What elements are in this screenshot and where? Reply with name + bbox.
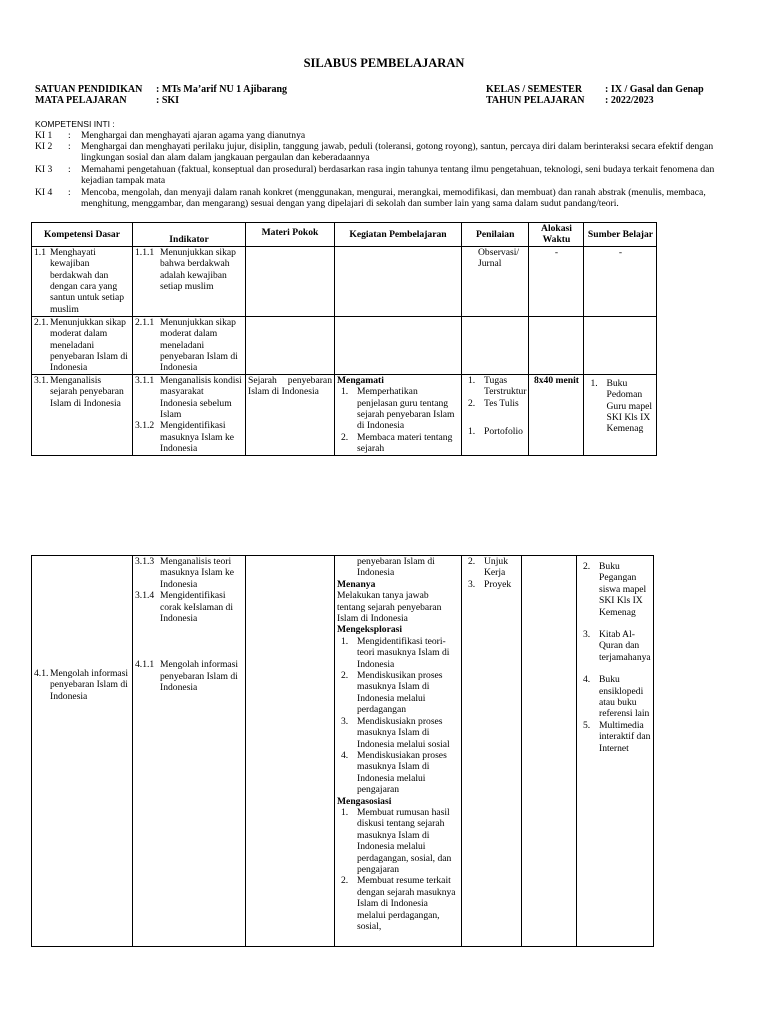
- ki-code: KI 1: [35, 130, 53, 141]
- cell-sumber: [577, 556, 654, 947]
- kegiatan-text: Mendiskusiakn proses masuknya Islam di Indonesia melalui sosial: [357, 715, 450, 750]
- header-kd: Kompetensi Dasar: [32, 223, 133, 247]
- kd-number: 1.1: [34, 246, 46, 258]
- cell-sumber: -: [584, 246, 657, 316]
- table-row: [32, 246, 657, 316]
- kegiatan-heading: Mengeksplorasi: [337, 624, 403, 636]
- kegiatan-number: 2.: [341, 431, 349, 443]
- satuan-value: : MTs Ma’arif NU 1 Ajibarang: [156, 84, 288, 95]
- indikator-number: 3.1.3: [135, 556, 155, 567]
- cell-kd: [32, 556, 133, 947]
- sumber-number: 3.: [583, 629, 591, 641]
- cell-indikator: [133, 316, 246, 374]
- penilaian-number: 1.: [468, 426, 476, 438]
- penilaian-text: Portofolio: [484, 426, 523, 438]
- penilaian-number: 3.: [468, 578, 476, 590]
- table-row: [32, 316, 657, 374]
- kegiatan-heading: Mengamati: [337, 374, 384, 386]
- cell-indikator: [133, 246, 246, 316]
- kd-number: 4.1.: [34, 668, 49, 679]
- indikator-text: Mengidentifikasi masuknya Islam ke Indonesia: [160, 420, 235, 455]
- cell-materi: [246, 246, 335, 316]
- sumber-number: 4.: [583, 674, 591, 686]
- kd-text: Menganalisis sejarah penyebaran Islam di Indonesia: [50, 374, 124, 409]
- kegiatan-text: Melakukan tanya jawab tentang sejarah penyebaran Islam di Indonesia: [337, 590, 442, 625]
- satuan-label: SATUAN PENDIDIKAN: [35, 84, 143, 95]
- ki-colon: :: [68, 141, 71, 152]
- cell-kd: [32, 374, 133, 455]
- penilaian-number: 2.: [468, 397, 476, 409]
- cell-alokasi: [522, 556, 577, 947]
- cell-penilaian: [462, 316, 529, 374]
- kegiatan-number: 4.: [341, 749, 349, 761]
- ki-colon: :: [68, 187, 71, 198]
- kelas-label: KELAS / SEMESTER: [486, 84, 583, 95]
- cell-kegiatan: [335, 316, 462, 374]
- ki-item: [35, 130, 725, 141]
- indikator-number: 1.1.1: [135, 246, 155, 258]
- tahun-value: : 2022/2023: [605, 95, 654, 106]
- kegiatan-heading: Mengasosiasi: [337, 795, 392, 807]
- kegiatan-text: Membaca materi tentang sejarah: [357, 431, 453, 455]
- header-materi: Materi Pokok: [246, 223, 335, 247]
- kelas-value: : IX / Gasal dan Genap: [605, 84, 704, 95]
- penilaian-text: Tes Tulis: [484, 397, 519, 409]
- indikator-text: Menganalisis kondisi masyarakat Indonesia sebelum Islam: [160, 374, 242, 421]
- ki-colon: :: [68, 164, 71, 175]
- indikator-text: Menunjukkan sikap moderat dalam meneladani penyebaran Islam di Indonesia: [160, 316, 238, 374]
- table-row: [32, 556, 654, 947]
- indikator-number: 2.1.1: [135, 316, 155, 328]
- materi-text: Sejarah penyebaran Islam di Indonesia: [248, 374, 332, 398]
- sumber-text: Buku Pedoman Guru mapel SKI Kls IX Kemenag: [606, 377, 653, 435]
- mapel-value: : SKI: [156, 95, 180, 106]
- ki-colon: :: [68, 130, 71, 141]
- kegiatan-number: 1.: [341, 806, 349, 818]
- ki-text: Menghargai dan menghayati perilaku jujur, disiplin, tanggung jawab, peduli (toleransi, gotong royong), santun, percaya diri dalam berinteraksi secara efektif dengan lingkungan sosial dan alam dalam jangkauan pergaulan dan keberadaannya: [81, 141, 714, 164]
- kegiatan-number: 3.: [341, 715, 349, 727]
- kompetensi-inti-heading: KOMPETENSI INTI :: [35, 119, 115, 129]
- sumber-text: Buku Pegangan siswa mapel SKI Kls IX Kemenag: [599, 561, 647, 618]
- header-indikator: Indikator: [133, 223, 246, 247]
- cell-sumber: [584, 316, 657, 374]
- indikator-text: Menunjukkan sikap bahwa berdakwah adalah kewajiban setiap muslim: [160, 246, 236, 293]
- cell-kegiatan: [335, 556, 462, 947]
- ki-item: [35, 141, 725, 163]
- penilaian-text: Unjuk Kerja: [484, 556, 508, 579]
- sumber-number: 1.: [590, 377, 598, 389]
- kd-number: 2.1.: [34, 316, 49, 328]
- header-alokasi: Alokasi Waktu: [529, 223, 584, 247]
- cell-materi: [246, 374, 335, 455]
- penilaian-number: 2.: [468, 556, 476, 567]
- header-sumber: Sumber Belajar: [584, 223, 657, 247]
- cell-penilaian: [462, 246, 529, 316]
- kd-text: Menunjukkan sikap moderat dalam meneladani penyebaran Islam di Indonesia: [50, 316, 128, 374]
- ki-text: Menghargai dan menghayati ajaran agama yang dianutnya: [81, 130, 306, 141]
- cell-alokasi: 8x40 menit: [529, 374, 584, 455]
- header-kegiatan: Kegiatan Pembelajaran: [335, 223, 462, 247]
- cell-kd: [32, 316, 133, 374]
- sumber-number: 2.: [583, 561, 591, 572]
- sumber-text: Kitab Al-Quran dan terjamahanya: [599, 629, 651, 663]
- kegiatan-number: 1.: [341, 635, 349, 647]
- cell-materi: [246, 556, 335, 947]
- sumber-number: 5.: [583, 719, 591, 731]
- kd-text: Mengolah informasi penyebaran Islam di Indonesia: [50, 668, 129, 702]
- kegiatan-number: 2.: [341, 670, 349, 682]
- ki-item: [35, 187, 725, 209]
- sumber-text: Buku ensiklopedi atau buku referensi lain: [599, 674, 650, 720]
- indikator-number: 4.1.1: [135, 659, 155, 671]
- penilaian-text: Proyek: [484, 578, 512, 590]
- indikator-number: 3.1.4: [135, 590, 155, 602]
- kegiatan-text: Membuat resume terkait dengan sejarah masuknya Islam di Indonesia melalui perdagangan, sosial,: [357, 875, 456, 932]
- kd-text: Menghayati kewajiban berdakwah dan dengan cara yang santun untuk setiap muslim: [50, 246, 125, 315]
- sumber-text: Multimedia interaktif dan Internet: [599, 719, 651, 754]
- ki-code: KI 4: [35, 187, 53, 198]
- cell-materi: [246, 316, 335, 374]
- ki-item: [35, 164, 725, 186]
- table-row: [32, 374, 657, 455]
- cell-penilaian: [462, 374, 529, 455]
- kegiatan-text: Memperhatikan penjelasan guru tentang sejarah penyebaran Islam di Indonesia: [357, 386, 455, 432]
- ki-text: Memahami pengetahuan (faktual, konseptual dan prosedural) berdasarkan rasa ingin tahunya tentang ilmu pengetahuan, teknologi, seni budaya terkait fenomena dan kejadian tampak mata: [81, 164, 715, 187]
- indikator-text: Mengidentifikasi corak keIslaman di Indonesia: [160, 590, 233, 625]
- cell-penilaian: [462, 556, 522, 947]
- cell-alokasi: -: [529, 246, 584, 316]
- kegiatan-text: Mengidentifikasi teori-teori masuknya Islam di Indonesia: [357, 635, 450, 670]
- header-penilaian: Penilaian: [462, 223, 529, 247]
- ki-code: KI 3: [35, 164, 53, 175]
- silabus-table: [31, 222, 657, 456]
- document-title: SILABUS PEMBELAJARAN: [303, 56, 465, 70]
- cell-kegiatan: [335, 246, 462, 316]
- ki-code: KI 2: [35, 141, 53, 152]
- cell-kd: [32, 246, 133, 316]
- indikator-number: 3.1.2: [135, 420, 155, 432]
- cell-indikator: [133, 556, 246, 947]
- cell-sumber: [584, 374, 657, 455]
- indikator-text: Mengolah informasi penyebaran Islam di Indonesia: [160, 659, 239, 694]
- table-header-row: [32, 223, 657, 247]
- penilaian-text: Tugas Terstruktur: [484, 374, 527, 398]
- silabus-table-continued: [31, 555, 654, 947]
- kegiatan-number: 2.: [341, 875, 349, 887]
- cell-indikator: [133, 374, 246, 455]
- mapel-label: MATA PELAJARAN: [35, 95, 127, 106]
- kd-number: 3.1.: [34, 374, 49, 386]
- indikator-text: Menganalisis teori masuknya Islam ke Indonesia: [160, 556, 235, 590]
- ki-text: Mencoba, mengolah, dan menyaji dalam ranah konkret (menggunakan, mengurai, merangkai, memodifikasi, dan membuat) dan ranah abstrak (menulis, membaca, menghitung, menggambar, dan mengarang) sesuai dengan yang dipelajari di sekolah dan sumber lain yang sama dalam sudut pandang/teori.: [81, 187, 706, 210]
- penilaian-number: 1.: [468, 374, 476, 386]
- penilaian-text: Observasi/ Jurnal: [478, 246, 520, 270]
- tahun-label: TAHUN PELAJARAN: [486, 95, 585, 106]
- kegiatan-text: penyebaran Islam di Indonesia: [357, 556, 435, 579]
- indikator-number: 3.1.1: [135, 374, 155, 386]
- cell-kegiatan: [335, 374, 462, 455]
- kegiatan-number: 1.: [341, 386, 349, 398]
- kegiatan-text: Mendiskusiakan proses masuknya Islam di Indonesia melalui pengajaran: [357, 749, 447, 796]
- kegiatan-heading: Menanya: [337, 578, 376, 590]
- kegiatan-text: Membuat rumusan hasil diskusi tentang sejarah masuknya Islam di Indonesia melalui perdagangan, sosial, dan pengajaran: [357, 806, 452, 875]
- kegiatan-text: Mendiskusikan proses masuknya Islam di Indonesia melalui perdagangan: [357, 670, 443, 716]
- cell-alokasi: [529, 316, 584, 374]
